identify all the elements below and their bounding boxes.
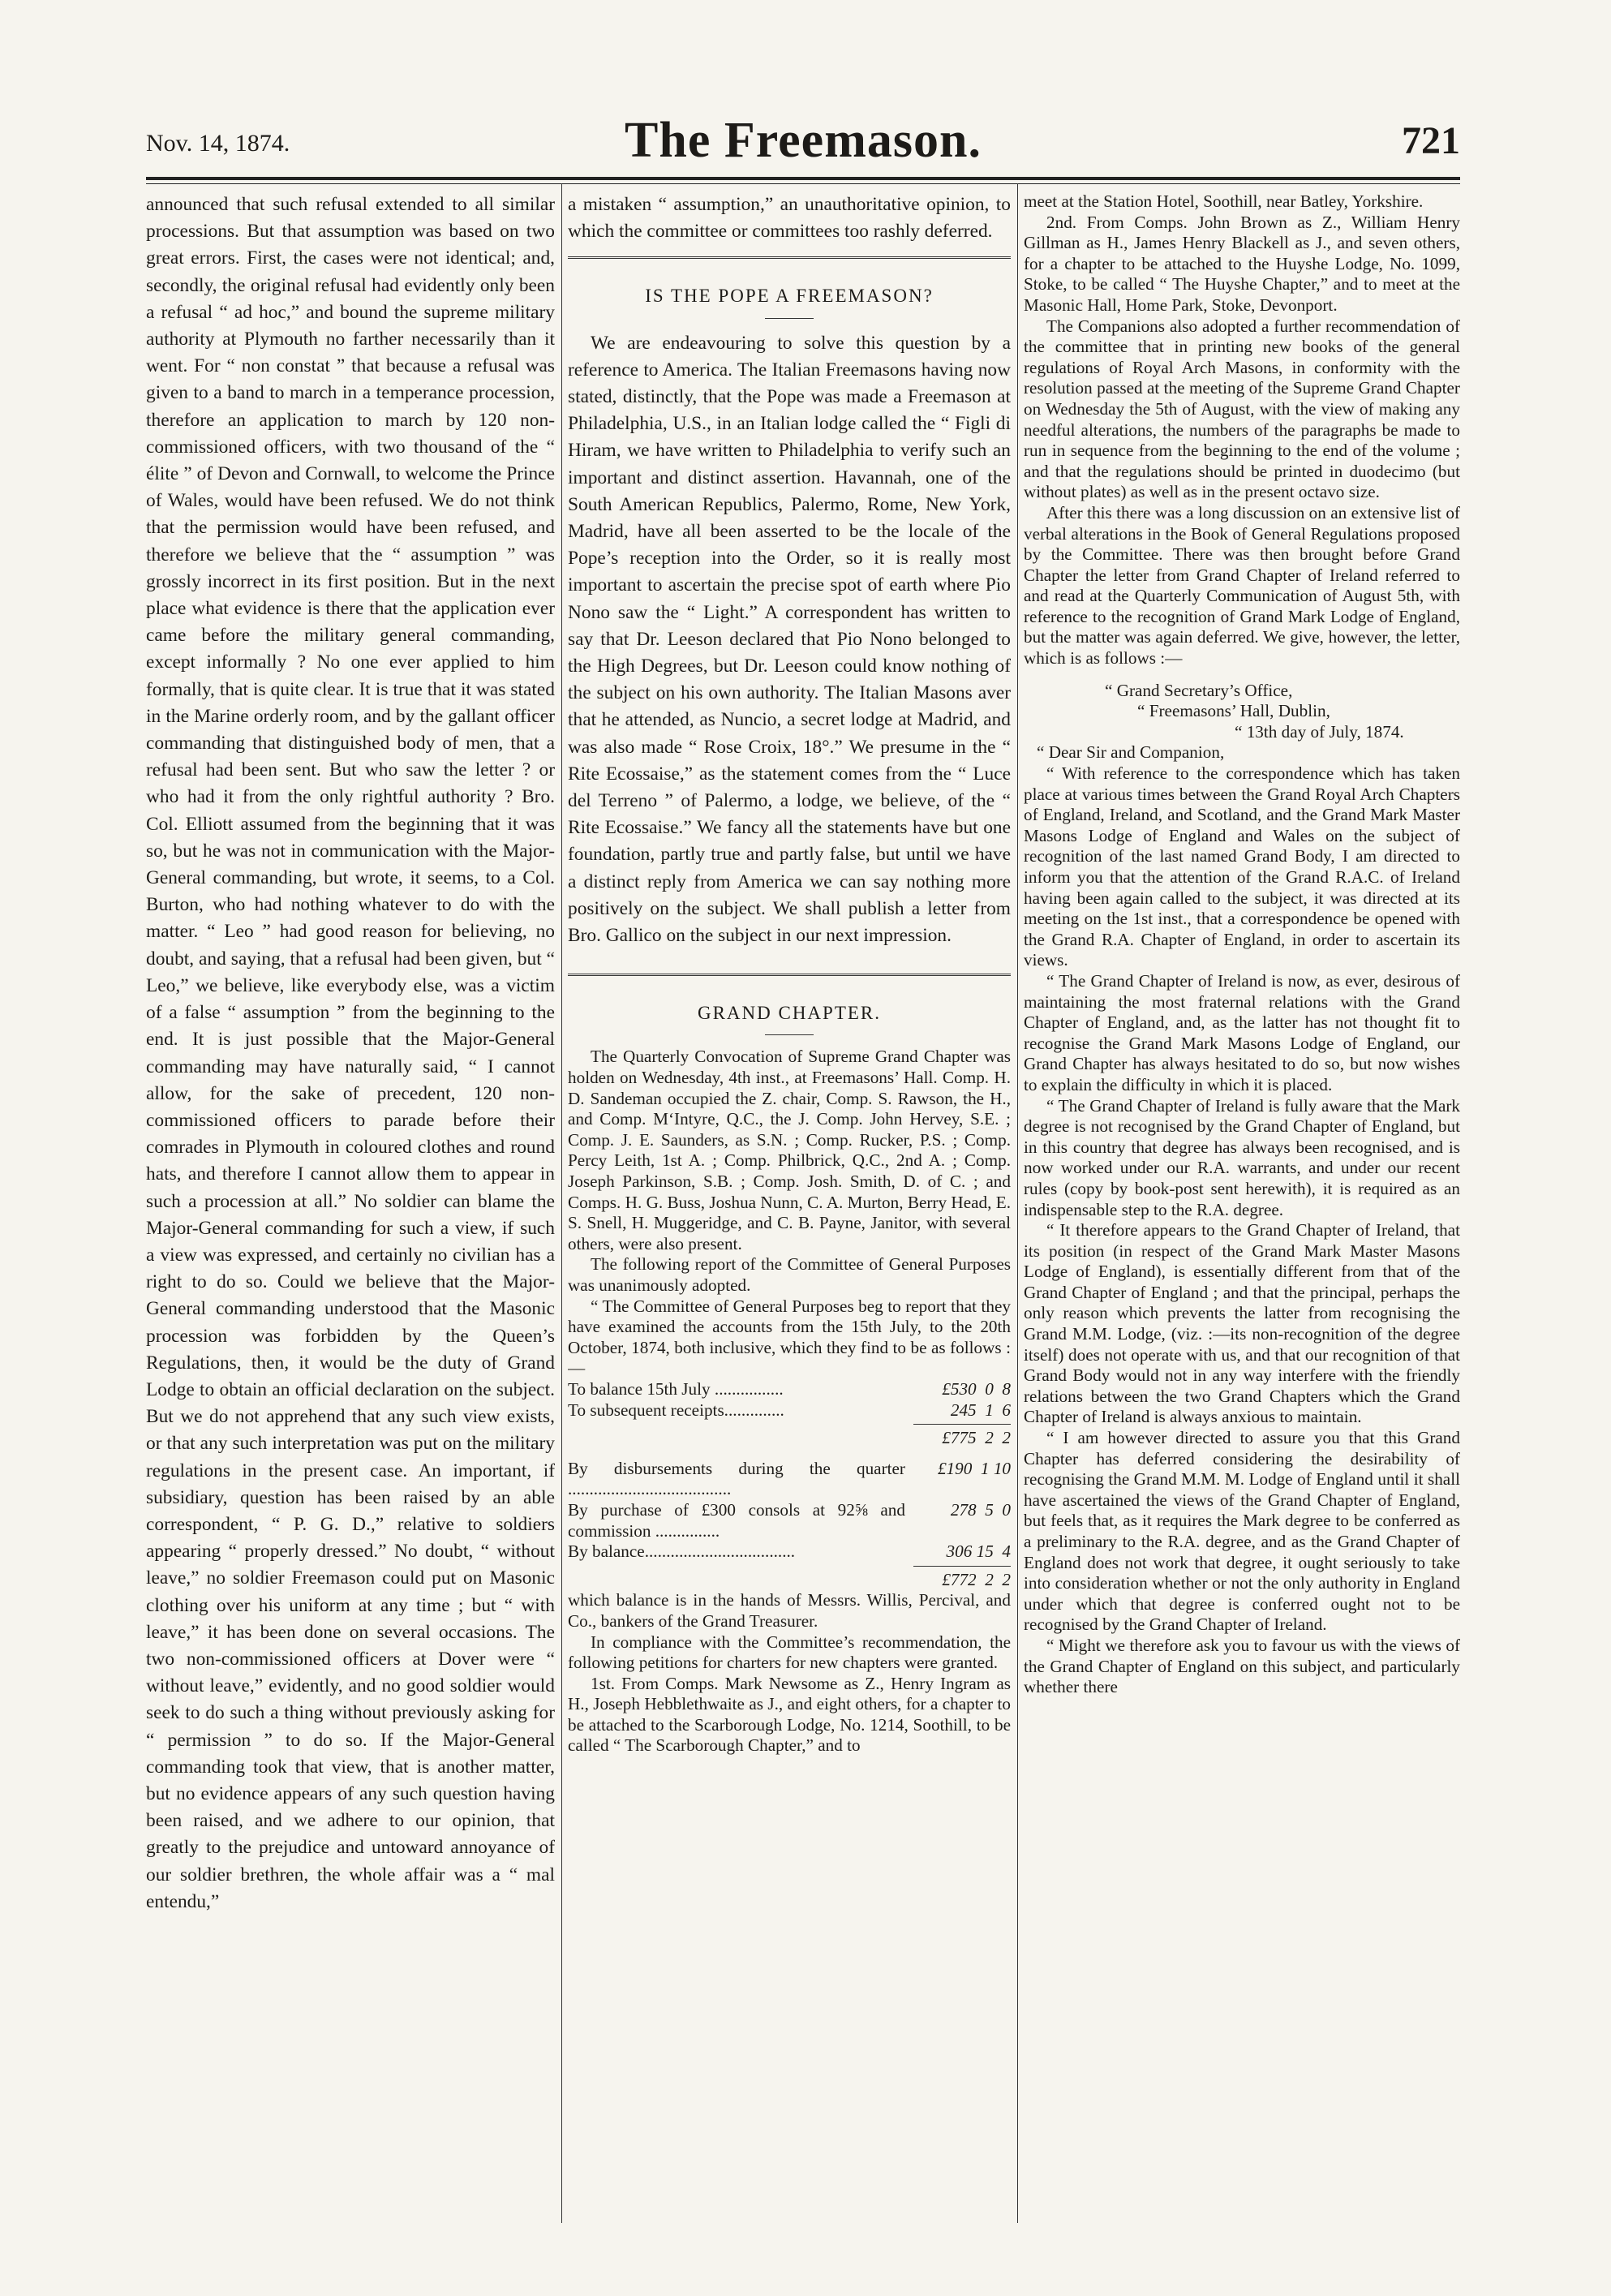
ledger-amount: 245 1 6: [950, 1400, 1011, 1420]
letter-address-line: “ Freemasons’ Hall, Dublin,: [1137, 701, 1330, 721]
masthead-title: The Freemason.: [625, 113, 982, 168]
paragraph: meet at the Station Hotel, Soothill, near Batley, Yorkshire.: [1024, 191, 1424, 211]
section-rule: [568, 974, 1011, 978]
ledger-receipts: [568, 1379, 1011, 1421]
heading-rule: [765, 318, 814, 319]
column-1: [146, 191, 555, 2228]
page-number: 721: [1402, 119, 1460, 162]
header-rule-thin: [146, 183, 1460, 184]
ledger-label: By disbursements during the quarter ......................................: [568, 1458, 905, 1499]
column-3: [1024, 191, 1460, 2228]
ledger-disbursements: [568, 1459, 1011, 1563]
paragraph: The Quarterly Convocation of Supreme Grand Chapter was holden on Wednesday, 4th inst., at Freemasons’ Hall. Comp. H. D. Sandeman occupied the Z. chair, Comp. S. Rawson, the H., and Comp. M‘Intyre, Q.C., the J. Comp. John Hervey, S.E. ; Comp. J. E. Saunders, as S.N. ; Comp. Rucker, P.S. ; Comp. Percy Leith, 1st A. ; Comp. Philbrick, Q.C., 2nd A. ; Comp. Joseph Parkinson, S.B. ; Comp. Josh. Smith, D. of C. ; and Comps. H. G. Buss, Joshua Nunn, C. A. Murton, Berry Head, E. S. Snell, H. Muggeridge, and C. B. Payne, Janitor, with several others, were also present.: [568, 1047, 1011, 1253]
paragraph: announced that such refusal extended to all similar processions. But that assumption was based on two great errors. First, the cases were not identical; and, secondly, the original refusal had evidently only been a refusal “ ad hoc,” and bound the supreme military authority at Plymouth no farther necessarily than it went. For “ non constat ” that because a refusal was given to a band to march in a temperance procession, therefore an application to march by 120 non-commissioned officers, with two thousand of the “ élite ” of Devon and Cornwall, to welcome the Prince of Wales, would have been refused. We do not think that the permission would have been refused, and therefore we believe that the “ assumption ” was grossly incorrect in its first position. But in the next place what evidence is there that the application ever came before the military general commanding, except informally ? No one ever applied to him formally, that is quite clear. It is true that it was stated in the Marine orderly room, and by the gallant officer commanding that distinguished body of men, that a refusal had been sent. But who saw the letter ? or who had it from the only rightful authority ? Bro. Col. Elliott assumed from the beginning that it was so, but he was not in communication with the Major-General commanding, but wrote, it seems, to a Col. Burton, who had nothing whatever to do with the matter. “ Leo ” had good reason for believing, no doubt, and saying, that a refusal had been given, but “ Leo,” we believe, like everybody else, was a victim of a false “ assumption ” from the beginning to the end. It is just possible that the Major-General commanding may have naturally said, “ I cannot allow, for the sake of precedent, 120 non-commissioned officers to parade before their comrades in Plymouth in coloured clothes and round hats, and therefore I cannot allow them to appear in such a procession at all.” No soldier can blame the Major-General commanding for such a view, if such a view was expressed, and certainly no civilian has a right to do so. Could we believe that the Major-General commanding understood that the Masonic procession was forbidden by the Queen’s Regulations, then, it would be the duty of Grand Lodge to obtain an official declaration on the subject. But we do not apprehend that any such view exists, or that any such interpretation was put on the military regulations in the present case. An important, if subsidiary, question has been raised by an able correspondent, “ P. G. D.,” relative to soldiers appearing “ properly dressed.” No doubt, “ without leave,” no soldier Freemason could put on Masonic clothing over his uniform at any time ; but “ with leave,” it has been done on several occasions. The two non-commissioned officers at Dover were “ without leave,” evidently, and no good soldier would seek to do such a thing without previously asking for “ permission ” to do so. If the Major-General commanding took that view, that is another matter, but no evidence appears of any such question having been raised, and we adhere to our opinion, that greatly to the prejudice and untoward annoyance of our soldier brethren, the whole affair was a “ mal entendu,”: [146, 194, 555, 1912]
paragraph: “ It therefore appears to the Grand Chapter of Ireland, that its position (in respect of the Grand Mark Master Masons Lodge of England), is essentially different from that of the Grand Chapter of England ; and that the principal, perhaps the only reason which prevents the latter from recognising the Grand M.M. Lodge, (viz. :—its non-recognition of the degree itself) does not operate with us, and that our recognition of that Grand Body would not in any way interfere with the friendly relations between the two Grand Chapters which the Grand Chapter of Ireland is always anxious to maintain.: [1024, 1220, 1460, 1427]
sum-rule: [913, 1566, 1011, 1567]
paragraph: “ The Grand Chapter of Ireland is now, as ever, desirous of maintaining the most fraternal relations with the Grand Chapter of England, and, as the latter has not thought fit to recognise the Grand Mark Masons Lodge of England, our Grand Chapter has always hesitated to do so, but now wishes to explain the difficulty in which it is placed.: [1024, 970, 1460, 1094]
article-heading-pope: IS THE POPE A FREEMASON?: [645, 286, 934, 307]
ledger-amount: £530 0 8: [942, 1378, 1011, 1399]
section-rule: [568, 256, 1011, 261]
ledger-row: [568, 1459, 1011, 1500]
paragraph: “ With reference to the correspondence which has taken place at various times between the Grand Royal Arch Chapters of England, Ireland, and Scotland, and the Grand Mark Master Masons Lodge of England and Wales on the subject of recognition of the last named Grand Body, I am directed to inform you that the attention of the Grand R.A.C. of Ireland having been again called to the subject, it was directed at its meeting on the 1st inst., that a correspondence be opened with the Grand R.A. Chapter of England, in order to ascertain its views.: [1024, 763, 1460, 970]
paragraph: The Companions also adopted a further recommendation of the committee that in printing new books of the general regulations of Royal Arch Masons, in conformity with the resolution passed at the meeting of the Supreme Grand Chapter on Wednesday the 5th of August, with the view of making any needful alterations, the numbers of the paragraphs be made to run in sequence from the beginning to the end of the volume ; and that the regulations should be printed in duodecimo (but without plates) as well as in the present octavo size.: [1024, 316, 1460, 502]
letter-address-line: “ Grand Secretary’s Office,: [1105, 680, 1293, 700]
ledger-label: By purchase of £300 consols at 92⅝ and commission ...............: [568, 1499, 905, 1541]
paragraph: which balance is in the hands of Messrs. Willis, Percival, and Co., bankers of the Grand Treasurer.: [568, 1590, 1011, 1631]
paragraph: “ Might we therefore ask you to favour us with the views of the Grand Chapter of England on this subject, and particularly whether there: [1024, 1635, 1460, 1697]
ledger-label: To balance 15th July ................: [568, 1378, 784, 1399]
grand-chapter-report: [568, 1047, 1011, 1756]
paragraph: We are endeavouring to solve this question by a reference to America. The Italian Freemasons having now stated, distinctly, that the Pope was made a Freemason at Philadelphia, U.S., in an Italian lodge called the “ Figli di Hiram, we have written to Philadelphia to verify such an important and distinct assertion. Havannah, one of the South American Republics, Palermo, Rome, New York, Madrid, have all been asserted to be the locale of the Pope’s reception into the Order, so it is really most important to ascertain the precise spot of earth where Pio Nono saw the “ Light.” A correspondent has written to say that Dr. Leeson declared that Pio Nono belonged to the High Degrees, but Dr. Leeson could know nothing of the subject on his own authority. The Italian Masons aver that he attended, as Nuncio, a secret lodge at Madrid, and was also made “ Rose Croix, 18°.” We presume in the “ Rite Ecossaise,” as the statement comes from the “ Luce del Terreno ” of Palermo, a lodge, we believe, of the “ Rite Ecossaise.” We fancy all the statements have but one foundation, partly true and partly false, but until we have a distinct reply from America we can say nothing more positively on the subject. We shall publish a letter from Bro. Gallico on the subject in our next impression.: [568, 332, 1011, 947]
column-divider-1: [561, 183, 562, 2223]
paragraph: “ The Grand Chapter of Ireland is fully aware that the Mark degree is not recognised by the Grand Chapter of England, but in this country that degree has always been recognised, and is now worked under our R.A. warrants, and under our recent rules (copy by book-post sent herewith), it is required as an indispensable step to the R.A. degree.: [1024, 1095, 1460, 1219]
ledger-row: [568, 1400, 1011, 1421]
paragraph: “ The Committee of General Purposes beg to report that they have examined the accounts from the 15th July, to the 20th October, 1874, both inclusive, which they find to be as follows :—: [568, 1296, 1011, 1378]
column-divider-2: [1017, 183, 1018, 2223]
paragraph: After this there was a long discussion on an extensive list of verbal alterations in the Book of General Regulations proposed by the Committee. There was then brought before Grand Chapter the letter from Grand Chapter of Ireland referred to and read at the Quarterly Communication of August 5th, with reference to the recognition of Grand Mark Lodge of England, but the matter was again deferred. We give, however, the letter, which is as follows :—: [1024, 502, 1460, 669]
ledger-amount: 306 15 4: [946, 1541, 1011, 1562]
paragraph: a mistaken “ assumption,” an unauthoritative opinion, to which the committee or committees too rashly deferred.: [568, 194, 1011, 243]
letter-date-line: “ 13th day of July, 1874.: [1235, 721, 1404, 742]
paragraph: The following report of the Committee of General Purposes was unanimously adopted.: [568, 1254, 1011, 1296]
article-heading-grand-chapter: GRAND CHAPTER.: [697, 1003, 882, 1024]
issue-date: Nov. 14, 1874.: [146, 130, 290, 157]
paragraph: 2nd. From Comps. John Brown as Z., William Henry Gillman as H., James Henry Blackell as J., and seven others, for a chapter to be attached to the Huyshe Lodge, No. 1099, Stoke, to be called “ The Huyshe Chapter,” and to meet at the Masonic Hall, Home Park, Stoke, Devonport.: [1024, 212, 1460, 315]
header-rule: [146, 177, 1460, 180]
ledger-total: £772 2 2: [942, 1569, 1011, 1589]
heading-rule: [765, 1034, 814, 1035]
sum-rule: [913, 1424, 1011, 1425]
ledger-amount: £190 1 10: [937, 1458, 1011, 1478]
paragraph: 1st. From Comps. Mark Newsome as Z., Henry Ingram as H., Joseph Hebblethwaite as J., and eight others, for a chapter to be attached to the Scarborough Lodge, No. 1214, Soothill, to be called “ The Scarborough Chapter,” and to: [568, 1673, 1011, 1756]
letter-salutation: “ Dear Sir and Companion,: [1037, 742, 1225, 763]
paragraph: In compliance with the Committee’s recommendation, the following petitions for charters for new chapters were granted.: [568, 1632, 1011, 1673]
ledger-label: By balance...................................: [568, 1541, 796, 1562]
paragraph: “ I am however directed to assure you that this Grand Chapter has deferred considering the desirability of recognising the Grand M.M. M. Lodge of England until it shall have ascertained the views of the Grand Chapter of England, but feels that, as it requires the Mark degree to be conferred as a preliminary to the R.A. degree, and as the Grand Chapter of England does not work that degree, it ought seriously to take into consideration whether or not the only authority in England under which that degree is conferred ought not to be recognised by the Grand Chapter of Ireland.: [1024, 1428, 1460, 1635]
ledger-total: £775 2 2: [942, 1428, 1011, 1448]
ledger-row: [568, 1541, 1011, 1563]
ledger-label: To subsequent receipts..............: [568, 1400, 784, 1420]
ledger-amount: 278 5 0: [950, 1499, 1011, 1520]
page-header: [146, 114, 1460, 178]
ledger-row: [568, 1379, 1011, 1400]
ledger-row: [568, 1500, 1011, 1541]
column-2: [568, 191, 1011, 2228]
